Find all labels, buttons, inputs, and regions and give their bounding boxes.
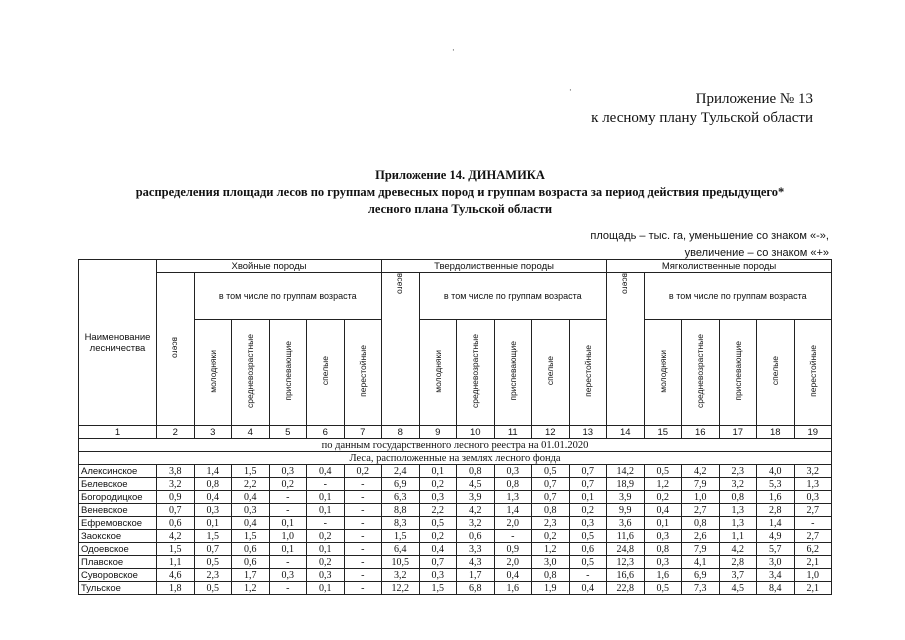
table-cell: 6,3 [382, 491, 420, 504]
table-cell: 0,1 [307, 582, 345, 595]
age-header-maturing: приспевающие [719, 320, 757, 426]
table-cell: 0,5 [194, 556, 232, 569]
table-cell: 14,2 [607, 465, 645, 478]
age-header-maturing: приспевающие [494, 320, 532, 426]
table-row [79, 504, 832, 517]
table-cell: 2,6 [682, 530, 720, 543]
age-header-mature: спелые [307, 320, 345, 426]
appendix-header [591, 90, 813, 128]
table-cell: 2,0 [494, 517, 532, 530]
table-cell: 3,0 [532, 556, 570, 569]
column-number: 8 [382, 426, 420, 439]
table-cell: 1,2 [232, 582, 270, 595]
table-cell: 18,9 [607, 478, 645, 491]
table-cell: 9,9 [607, 504, 645, 517]
table-cell: 3,2 [382, 569, 420, 582]
appendix-number: Приложение № 13 [695, 91, 813, 107]
table-cell: - [307, 517, 345, 530]
column-number: 13 [569, 426, 607, 439]
age-header-middle: средневозрастные [682, 320, 720, 426]
table-cell: 0,4 [494, 569, 532, 582]
group-header-hardwood: Твердолиственные породы [382, 260, 607, 273]
column-number: 18 [757, 426, 795, 439]
column-number: 11 [494, 426, 532, 439]
forestry-name: Заокское [79, 530, 157, 543]
column-number: 10 [457, 426, 495, 439]
table-cell: 3,2 [719, 478, 757, 491]
table-cell: - [269, 582, 307, 595]
table-cell: 0,7 [157, 504, 195, 517]
table-cell: 1,0 [269, 530, 307, 543]
table-cell: 0,1 [419, 465, 457, 478]
table-cell: - [269, 491, 307, 504]
table-cell: 0,1 [269, 543, 307, 556]
table-cell: 1,5 [194, 530, 232, 543]
table-cell: 1,6 [757, 491, 795, 504]
table-cell: 0,4 [644, 504, 682, 517]
table-cell: 0,3 [419, 569, 457, 582]
age-header-young: молодняки [194, 320, 232, 426]
column-number: 2 [157, 426, 195, 439]
table-cell: 0,2 [532, 530, 570, 543]
group-header-coniferous: Хвойные породы [157, 260, 382, 273]
table-cell: 2,4 [382, 465, 420, 478]
group-header-softwood: Мягколиственные породы [607, 260, 832, 273]
table-cell: 8,8 [382, 504, 420, 517]
table-cell: 0,2 [307, 556, 345, 569]
table-cell: 0,3 [269, 569, 307, 582]
table-cell: 1,4 [757, 517, 795, 530]
scan-speck: · [452, 46, 455, 56]
table-cell: - [344, 543, 382, 556]
table-cell: 2,7 [682, 504, 720, 517]
table-cell: 0,8 [532, 569, 570, 582]
table-cell: 0,3 [569, 517, 607, 530]
table-cell: 3,4 [757, 569, 795, 582]
table-cell: 1,5 [419, 582, 457, 595]
table-cell: 22,8 [607, 582, 645, 595]
table-cell: 3,9 [457, 491, 495, 504]
age-header-middle: средневозрастные [457, 320, 495, 426]
table-row [79, 465, 832, 478]
column-number: 12 [532, 426, 570, 439]
table-cell: 0,5 [532, 465, 570, 478]
column-number-row [79, 426, 832, 439]
table-cell: 0,7 [532, 478, 570, 491]
table-cell: 0,5 [194, 582, 232, 595]
table-cell: - [794, 517, 832, 530]
column-number: 16 [682, 426, 720, 439]
forestry-name: Суворовское [79, 569, 157, 582]
table-cell: 1,0 [682, 491, 720, 504]
table-cell: 0,2 [644, 491, 682, 504]
forestry-name: Ефремовское [79, 517, 157, 530]
table-row [79, 569, 832, 582]
table-cell: 0,6 [232, 556, 270, 569]
table-cell: 4,3 [457, 556, 495, 569]
age-header-mature: спелые [532, 320, 570, 426]
table-cell: 7,9 [682, 478, 720, 491]
table-cell: 1,8 [157, 582, 195, 595]
age-header-overmature: перестойные [794, 320, 832, 426]
table-cell: 12,2 [382, 582, 420, 595]
table-cell: - [494, 530, 532, 543]
scan-speck: · [569, 86, 572, 96]
table-cell: 3,8 [157, 465, 195, 478]
table-cell: - [269, 556, 307, 569]
forestry-name: Алексинское [79, 465, 157, 478]
table-cell: 0,1 [569, 491, 607, 504]
column-number: 7 [344, 426, 382, 439]
total-header: всего [607, 273, 645, 426]
subsection-title: Леса, расположенные на землях лесного фонда [79, 452, 832, 465]
table-cell: 3,0 [757, 556, 795, 569]
table-cell: 4,9 [757, 530, 795, 543]
table-cell: 0,5 [569, 556, 607, 569]
column-number: 5 [269, 426, 307, 439]
table-cell: 0,3 [644, 556, 682, 569]
table-cell: 0,4 [194, 491, 232, 504]
table-cell: 6,2 [794, 543, 832, 556]
table-cell: 6,4 [382, 543, 420, 556]
table-cell: 4,6 [157, 569, 195, 582]
table-cell: 4,2 [457, 504, 495, 517]
table-cell: 4,2 [719, 543, 757, 556]
title-line-1: Приложение 14. ДИНАМИКА [375, 168, 545, 182]
table-row [79, 556, 832, 569]
table-cell: 0,4 [307, 465, 345, 478]
forestry-name: Богородицкое [79, 491, 157, 504]
age-header-mature: спелые [757, 320, 795, 426]
table-cell: 2,3 [194, 569, 232, 582]
table-cell: 0,1 [307, 504, 345, 517]
table-cell: 2,3 [532, 517, 570, 530]
section-title: по данным государственного лесного реестра на 01.01.2020 [79, 439, 832, 452]
units-line-1: площадь – тыс. га, уменьшение со знаком «-», [590, 230, 829, 242]
table-cell: 0,6 [232, 543, 270, 556]
table-cell: 1,1 [719, 530, 757, 543]
table-cell: 5,3 [757, 478, 795, 491]
table-cell: 4,0 [757, 465, 795, 478]
table-cell: 2,1 [794, 556, 832, 569]
table-cell: 0,2 [419, 530, 457, 543]
table-cell: 3,7 [719, 569, 757, 582]
table-row [79, 491, 832, 504]
table-cell: 0,2 [269, 478, 307, 491]
table-cell: 2,8 [757, 504, 795, 517]
table-cell: 11,6 [607, 530, 645, 543]
table-cell: 3,9 [607, 491, 645, 504]
table-cell: 0,8 [682, 517, 720, 530]
table-cell: 16,6 [607, 569, 645, 582]
table-cell: 5,7 [757, 543, 795, 556]
table-row [79, 582, 832, 595]
age-header-maturing: приспевающие [269, 320, 307, 426]
table-cell: 6,9 [682, 569, 720, 582]
forestry-name: Плавское [79, 556, 157, 569]
age-subgroup-header: в том числе по группам возраста [644, 273, 832, 320]
table-cell: 1,3 [719, 504, 757, 517]
table-cell: 12,3 [607, 556, 645, 569]
table-cell: 8,3 [382, 517, 420, 530]
column-number: 6 [307, 426, 345, 439]
column-number: 17 [719, 426, 757, 439]
table-cell: 0,1 [644, 517, 682, 530]
table-cell: 2,8 [719, 556, 757, 569]
table-cell: 0,3 [644, 530, 682, 543]
table-cell: 1,2 [644, 478, 682, 491]
table-cell: 0,1 [307, 491, 345, 504]
table-cell: 0,1 [269, 517, 307, 530]
units-note [590, 228, 829, 262]
table-cell: 0,3 [232, 504, 270, 517]
table-cell: 0,2 [307, 530, 345, 543]
table-cell: 0,4 [232, 491, 270, 504]
table-cell: 0,7 [569, 465, 607, 478]
table-cell: 0,2 [344, 465, 382, 478]
table-cell: 0,5 [569, 530, 607, 543]
table-cell: 6,8 [457, 582, 495, 595]
title-line-3: лесного плана Тульской области [367, 202, 553, 216]
column-number: 19 [794, 426, 832, 439]
table-cell: 0,7 [532, 491, 570, 504]
table-row [79, 543, 832, 556]
table-cell: 0,2 [419, 478, 457, 491]
table-cell: 2,7 [794, 504, 832, 517]
table-cell: 0,8 [719, 491, 757, 504]
table-cell: 7,9 [682, 543, 720, 556]
total-header: всего [157, 273, 195, 426]
table-cell: 24,8 [607, 543, 645, 556]
table-cell: 4,5 [719, 582, 757, 595]
table-cell: - [344, 478, 382, 491]
table-cell: - [307, 478, 345, 491]
forestry-name: Белевское [79, 478, 157, 491]
table-cell: - [344, 517, 382, 530]
column-number: 3 [194, 426, 232, 439]
table-cell: 1,6 [644, 569, 682, 582]
table-cell: 1,5 [157, 543, 195, 556]
table-cell: - [344, 556, 382, 569]
age-header-overmature: перестойные [344, 320, 382, 426]
table-cell: 0,3 [194, 504, 232, 517]
table-row [79, 530, 832, 543]
table-cell: 0,3 [269, 465, 307, 478]
age-header-young: молодняки [644, 320, 682, 426]
table-cell: 0,5 [644, 465, 682, 478]
table-cell: 1,4 [494, 504, 532, 517]
table-cell: - [344, 491, 382, 504]
table-cell: 1,2 [532, 543, 570, 556]
table-cell: 4,1 [682, 556, 720, 569]
units-line-2: увеличение – со знаком «+» [684, 247, 829, 259]
table-cell: 0,8 [532, 504, 570, 517]
table-cell: 0,1 [307, 543, 345, 556]
table-cell: 4,2 [157, 530, 195, 543]
table-cell: - [569, 569, 607, 582]
table-cell: 1,5 [232, 465, 270, 478]
table-cell: 1,9 [532, 582, 570, 595]
table-cell: 0,5 [419, 517, 457, 530]
table-cell: 0,9 [157, 491, 195, 504]
table-cell: 1,7 [232, 569, 270, 582]
table-cell: 2,3 [719, 465, 757, 478]
table-cell: 1,3 [794, 478, 832, 491]
table-cell: 0,3 [794, 491, 832, 504]
table-cell: 0,3 [307, 569, 345, 582]
title-line-2: распределения площади лесов по группам древесных пород и группам возраста за период действия предыдущего* [135, 185, 785, 199]
table-cell: 4,5 [457, 478, 495, 491]
appendix-reference: к лесному плану Тульской области [591, 110, 813, 126]
table-cell: - [344, 530, 382, 543]
table-cell: 1,1 [157, 556, 195, 569]
table-cell: 0,3 [494, 465, 532, 478]
table-cell: 1,4 [194, 465, 232, 478]
age-subgroup-header: в том числе по группам возраста [419, 273, 607, 320]
table-cell: 7,3 [682, 582, 720, 595]
age-header-middle: средневозрастные [232, 320, 270, 426]
age-header-overmature: перестойные [569, 320, 607, 426]
table-cell: 3,2 [794, 465, 832, 478]
table-cell: 4,2 [682, 465, 720, 478]
table-cell: 10,5 [382, 556, 420, 569]
table-cell: 8,4 [757, 582, 795, 595]
table-cell: 1,3 [719, 517, 757, 530]
table-cell: 0,4 [232, 517, 270, 530]
age-header-young: молодняки [419, 320, 457, 426]
table-cell: 1,5 [382, 530, 420, 543]
table-cell: 3,3 [457, 543, 495, 556]
table-cell: 1,3 [494, 491, 532, 504]
table-cell: 0,7 [569, 478, 607, 491]
age-subgroup-header: в том числе по группам возраста [194, 273, 382, 320]
table-cell: 1,6 [494, 582, 532, 595]
table-cell: 2,7 [794, 530, 832, 543]
table-cell: 0,3 [419, 491, 457, 504]
column-number: 15 [644, 426, 682, 439]
table-cell: - [269, 504, 307, 517]
table-row [79, 517, 832, 530]
column-number: 14 [607, 426, 645, 439]
table-cell: 0,6 [157, 517, 195, 530]
table-cell: 2,2 [232, 478, 270, 491]
table-cell: 0,8 [457, 465, 495, 478]
table-cell: 6,9 [382, 478, 420, 491]
table-cell: 2,0 [494, 556, 532, 569]
forestry-name: Веневское [79, 504, 157, 517]
table-cell: 1,0 [794, 569, 832, 582]
table-cell: 0,2 [569, 504, 607, 517]
table-cell: - [344, 582, 382, 595]
table-cell: 2,2 [419, 504, 457, 517]
table-cell: - [344, 569, 382, 582]
column-number: 4 [232, 426, 270, 439]
forestry-name: Тульское [79, 582, 157, 595]
document-title [100, 167, 820, 218]
total-header: всего [382, 273, 420, 426]
column-number: 1 [79, 426, 157, 439]
table-cell: 0,4 [569, 582, 607, 595]
table-cell: 3,6 [607, 517, 645, 530]
table-cell: 0,8 [644, 543, 682, 556]
table-cell: 2,1 [794, 582, 832, 595]
table-row [79, 478, 832, 491]
table-cell: 0,5 [644, 582, 682, 595]
table-cell: 1,7 [457, 569, 495, 582]
table-cell: 0,9 [494, 543, 532, 556]
table-cell: 0,7 [419, 556, 457, 569]
forestry-name-header: Наименование лесничества [79, 260, 157, 426]
table-cell: 1,5 [232, 530, 270, 543]
table-cell: 3,2 [457, 517, 495, 530]
table-cell: 0,8 [494, 478, 532, 491]
table-cell: 0,6 [457, 530, 495, 543]
forestry-name: Одоевское [79, 543, 157, 556]
dynamics-table [78, 259, 832, 595]
table-cell: 0,1 [194, 517, 232, 530]
column-number: 9 [419, 426, 457, 439]
table-cell: 0,4 [419, 543, 457, 556]
table-cell: 0,7 [194, 543, 232, 556]
table-cell: 3,2 [157, 478, 195, 491]
table-cell: 0,6 [569, 543, 607, 556]
table-cell: 0,8 [194, 478, 232, 491]
table-cell: - [344, 504, 382, 517]
